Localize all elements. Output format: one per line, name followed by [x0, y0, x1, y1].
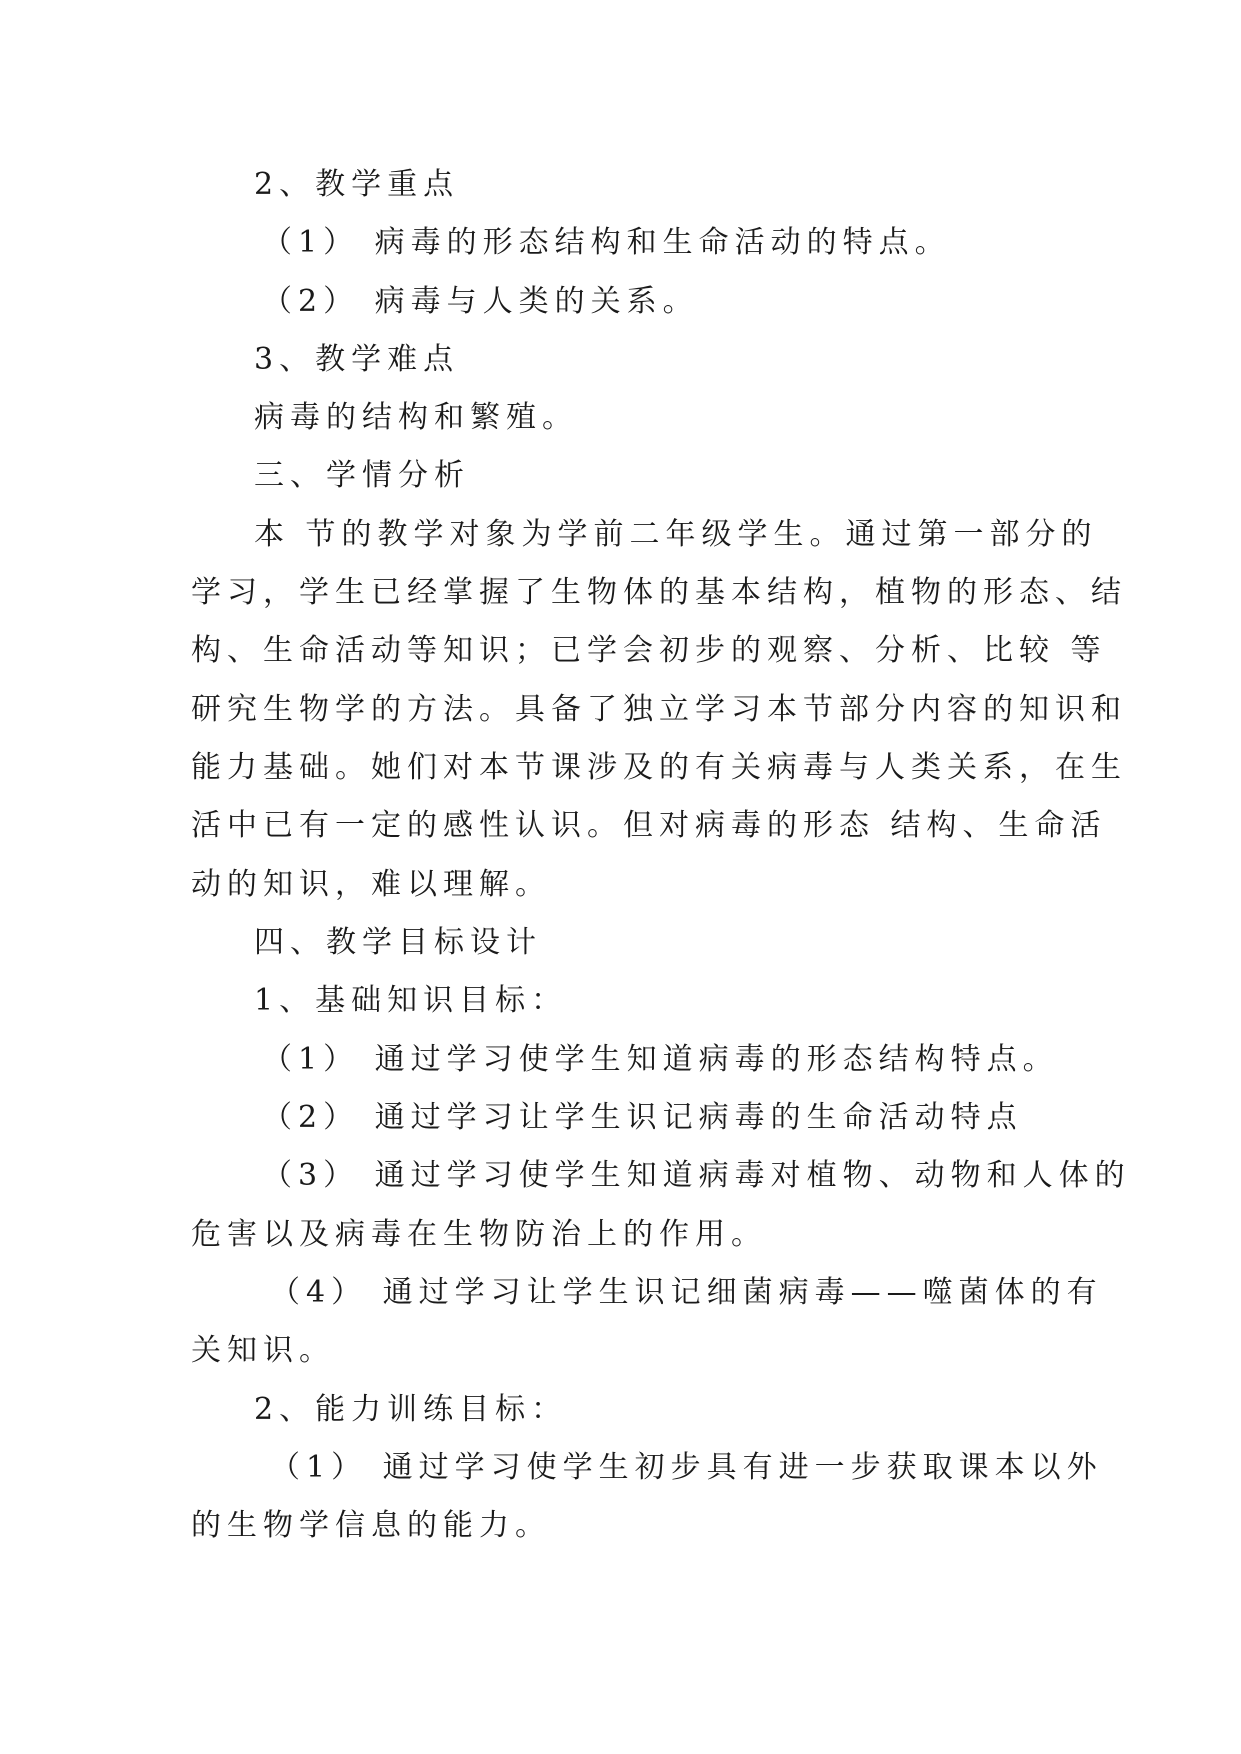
paragraph-line: 研究生物学的方法。具备了独立学习本节部分内容的知识和: [191, 692, 1127, 727]
objective-item-3: （3） 通过学习使学生知道病毒对植物、动物和人体的: [262, 1158, 1131, 1193]
objective-item-4-cont: 关知识。: [191, 1333, 335, 1368]
paragraph-line: 活中已有一定的感性认识。但对病毒的形态 结构、生命活: [191, 808, 1107, 843]
ability-item-1: （1） 通过学习使学生初步具有进一步获取课本以外: [270, 1450, 1103, 1485]
objective-item-3-cont: 危害以及病毒在生物防治上的作用。: [191, 1217, 767, 1252]
ability-item-1-cont: 的生物学信息的能力。: [191, 1508, 551, 1543]
paragraph-line: 能力基础。她们对本节课涉及的有关病毒与人类关系，在生: [191, 750, 1127, 785]
heading-teaching-difficulty: 3、教学难点: [254, 342, 460, 377]
heading-teaching-focus: 2、教学重点: [254, 167, 460, 202]
paragraph-line: 学习，学生已经掌握了生物体的基本结构，植物的形态、结: [191, 575, 1127, 610]
objective-item-2: （2） 通过学习让学生识记病毒的生命活动特点: [262, 1100, 1023, 1135]
focus-item-2: （2） 病毒与人类的关系。: [262, 284, 699, 319]
paragraph-line: 动的知识，难以理解。: [191, 867, 551, 902]
heading-teaching-objectives: 四、教学目标设计: [254, 925, 542, 960]
objective-item-1: （1） 通过学习使学生知道病毒的形态结构特点。: [262, 1042, 1059, 1077]
subheading-basic-knowledge: 1、基础知识目标：: [254, 983, 568, 1018]
difficulty-text: 病毒的结构和繁殖。: [254, 400, 578, 435]
objective-item-4: （4） 通过学习让学生识记细菌病毒——噬菌体的有: [270, 1275, 1103, 1310]
focus-item-1: （1） 病毒的形态结构和生命活动的特点。: [262, 225, 951, 260]
paragraph-line: 构、生命活动等知识；已学会初步的观察、分析、比较 等: [191, 633, 1107, 668]
subheading-ability-training: 2、能力训练目标：: [254, 1392, 568, 1427]
paragraph-line: 本 节的教学对象为学前二年级学生。通过第一部分的: [254, 517, 1098, 552]
heading-student-analysis: 三、学情分析: [254, 458, 470, 493]
